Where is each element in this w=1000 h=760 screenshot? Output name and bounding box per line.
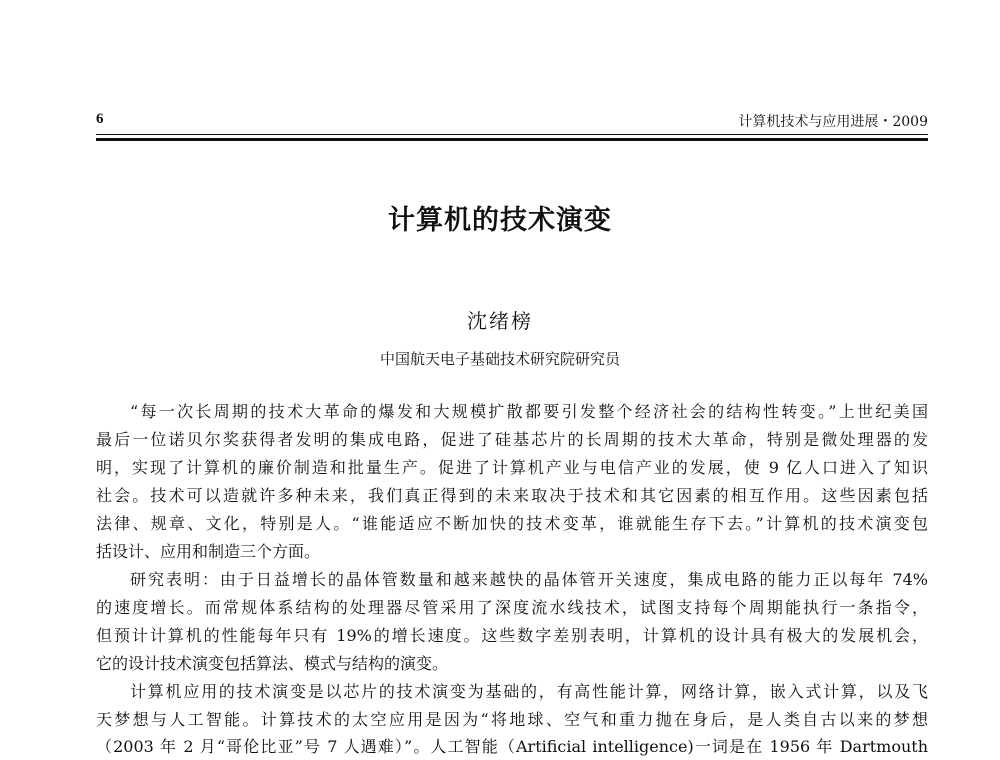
paragraph-3-line-3: （2003 年 2 月“哥伦比亚”号 7 人遇难）”。人工智能（Artificial intelligence)一词是在 1956 年 Dartmouth	[96, 737, 928, 756]
author-affiliation: 中国航天电子基础技术研究院研究员	[379, 350, 620, 368]
paragraph-1-line-5: 法律、规章、文化，特别是人。“谁能适应不断加快的技术变革，谁就能生存下去。”计算机的技术演变包	[96, 514, 928, 533]
paragraph-3-line-1: 计算机应用的技术演变是以芯片的技术演变为基础的，有高性能计算，网络计算，嵌入式计算，以及飞	[130, 682, 928, 701]
paragraph-1-line-3: 明，实现了计算机的廉价制造和批量生产。促进了计算机产业与电信产业的发展，使 9 亿人口进入了知识	[96, 458, 928, 477]
header-rule-thick	[96, 138, 928, 141]
header-rule-thin	[96, 134, 928, 135]
paragraph-1-line-2: 最后一位诺贝尔奖获得者发明的集成电路，促进了硅基芯片的长周期的技术大革命，特别是微处理器的发	[96, 430, 928, 449]
journal-title: 计算机技术与应用进展・2009	[738, 114, 928, 130]
paragraph-3-line-2: 天梦想与人工智能。计算技术的太空应用是因为“将地球、空气和重力抛在身后，是人类自古以来的梦想	[96, 710, 928, 729]
page-number: 6	[96, 111, 104, 127]
paragraph-1-line-4: 社会。技术可以造就许多种未来，我们真正得到的未来取决于技术和其它因素的相互作用。这些因素包括	[96, 486, 928, 505]
paragraph-2-line-3: 但预计计算机的性能每年只有 19%的增长速度。这些数字差别表明，计算机的设计具有极大的发展机会，	[96, 626, 928, 645]
paragraph-2-line-2: 的速度增长。而常规体系结构的处理器尽管采用了深度流水线技术，试图支持每个周期能执行一条指令，	[96, 598, 928, 617]
article-title: 计算机的技术演变	[388, 205, 612, 236]
paragraph-1-line-6: 括设计、应用和制造三个方面。	[96, 542, 321, 561]
running-header	[96, 111, 928, 133]
paragraph-2-line-1: 研究表明：由于日益增长的晶体管数量和越来越快的晶体管开关速度，集成电路的能力正以每年 74%	[130, 570, 928, 589]
article-author: 沈绪榜	[467, 309, 533, 333]
paragraph-1-line-1: “每一次长周期的技术大革命的爆发和大规模扩散都要引发整个经济社会的结构性转变。”上世纪美国	[130, 402, 928, 421]
paragraph-2-line-4: 它的设计技术演变包括算法、模式与结构的演变。	[96, 654, 449, 673]
